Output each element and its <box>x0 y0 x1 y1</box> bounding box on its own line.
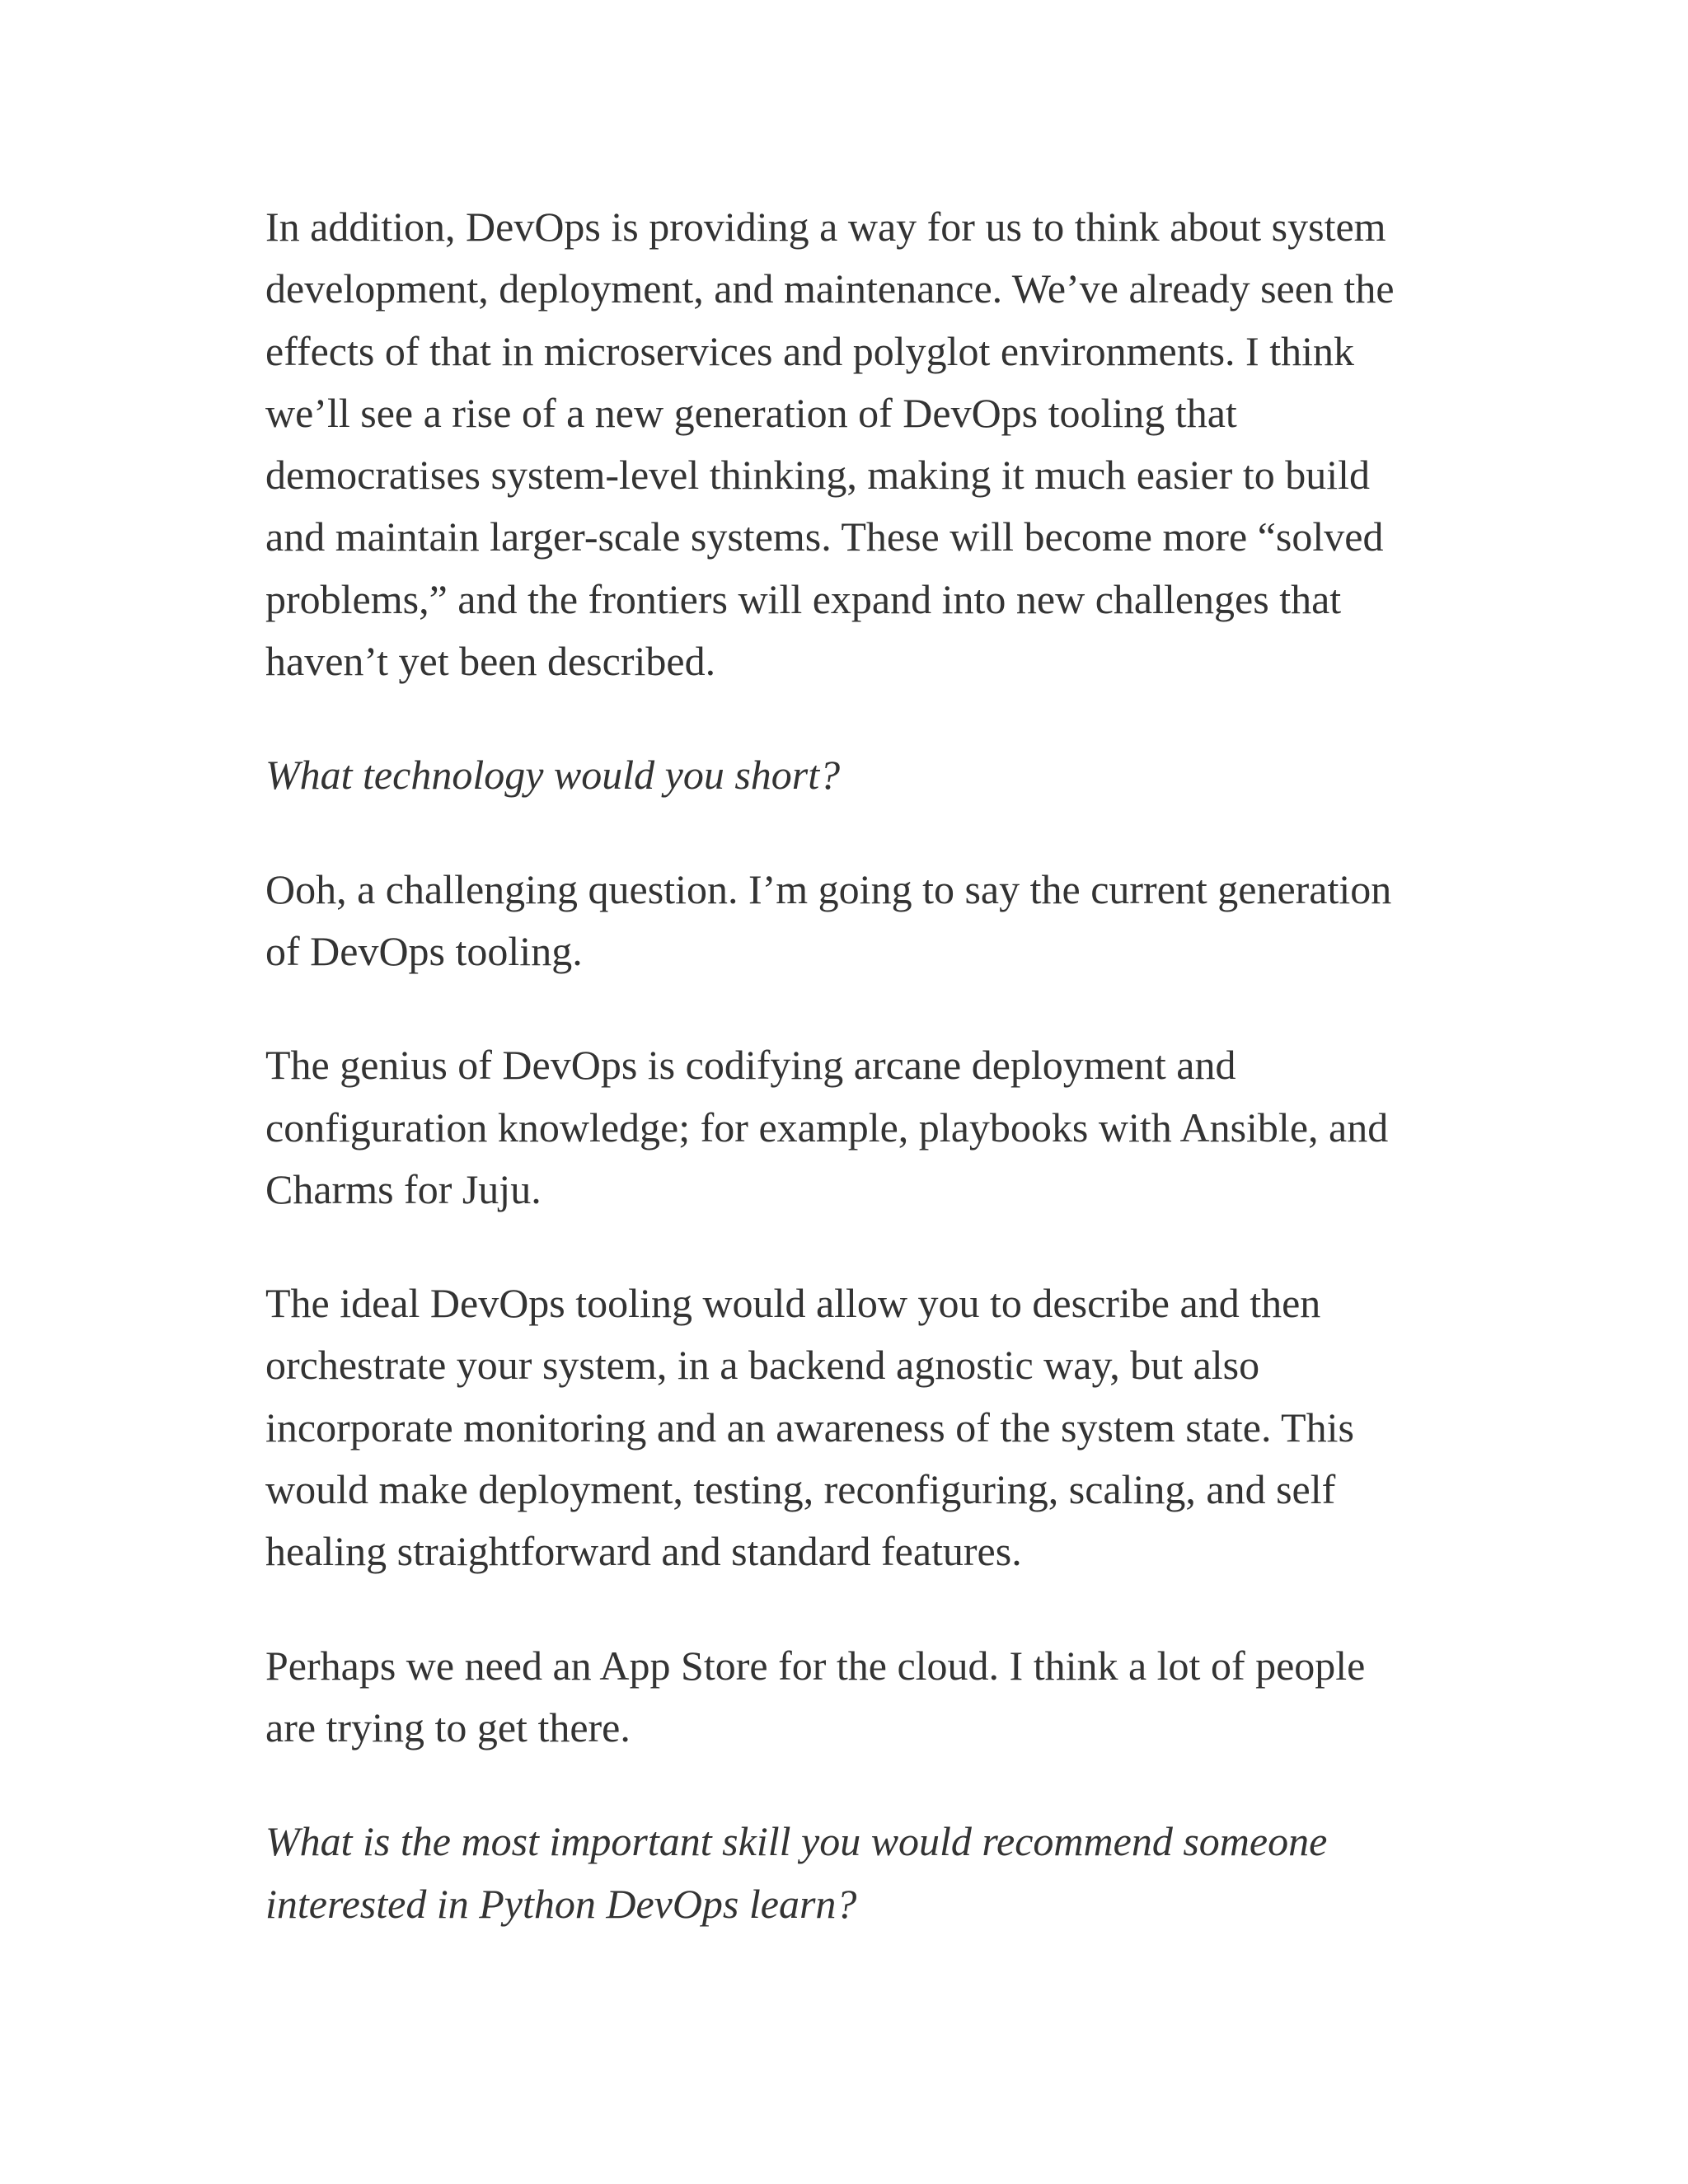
text-line: In addition, DevOps is providing a way for us to think about system <box>265 204 1386 250</box>
text-line: configuration knowledge; for example, playbooks with Ansible, and <box>265 1104 1389 1151</box>
text-line: problems,” and the frontiers will expand into new challenges that <box>265 575 1342 622</box>
text-line: incorporate monitoring and an awareness of the system state. This <box>265 1404 1354 1451</box>
question-paragraph <box>265 744 1419 806</box>
text-line: Ooh, a challenging question. I’m going to say the current generation <box>265 865 1392 912</box>
answer-paragraph <box>265 1635 1419 1760</box>
answer-paragraph <box>265 196 1419 692</box>
text-line: haven’t yet been described. <box>265 638 716 685</box>
text-line: would make deployment, testing, reconfiguring, scaling, and self <box>265 1466 1336 1513</box>
text-line: and maintain larger-scale systems. These will become more “solved <box>265 513 1384 560</box>
text-line: interested in Python DevOps learn? <box>265 1880 857 1927</box>
text-line: effects of that in microservices and polyglot environments. I think <box>265 327 1354 374</box>
text-line: we’ll see a rise of a new generation of DevOps tooling that <box>265 389 1237 436</box>
article-body <box>265 196 1419 1987</box>
text-line: The ideal DevOps tooling would allow you to describe and then <box>265 1280 1321 1327</box>
text-line: healing straightforward and standard features. <box>265 1528 1022 1575</box>
text-line: orchestrate your system, in a backend agnostic way, but also <box>265 1342 1260 1389</box>
text-line: democratises system-level thinking, making it much easier to build <box>265 452 1370 499</box>
text-line: The genius of DevOps is codifying arcane deployment and <box>265 1042 1236 1089</box>
text-line: Perhaps we need an App Store for the cloud. I think a lot of people <box>265 1642 1366 1689</box>
answer-paragraph <box>265 1272 1419 1582</box>
text-line: What is the most important skill you would recommend someone <box>265 1818 1328 1865</box>
text-line: of DevOps tooling. <box>265 927 583 974</box>
text-line: are trying to get there. <box>265 1704 631 1750</box>
answer-paragraph <box>265 1034 1419 1221</box>
answer-paragraph <box>265 859 1419 983</box>
text-line: What technology would you short? <box>265 752 841 799</box>
question-paragraph <box>265 1811 1419 1935</box>
text-line: Charms for Juju. <box>265 1165 542 1212</box>
text-line: development, deployment, and maintenance. We’ve already seen the <box>265 265 1395 312</box>
